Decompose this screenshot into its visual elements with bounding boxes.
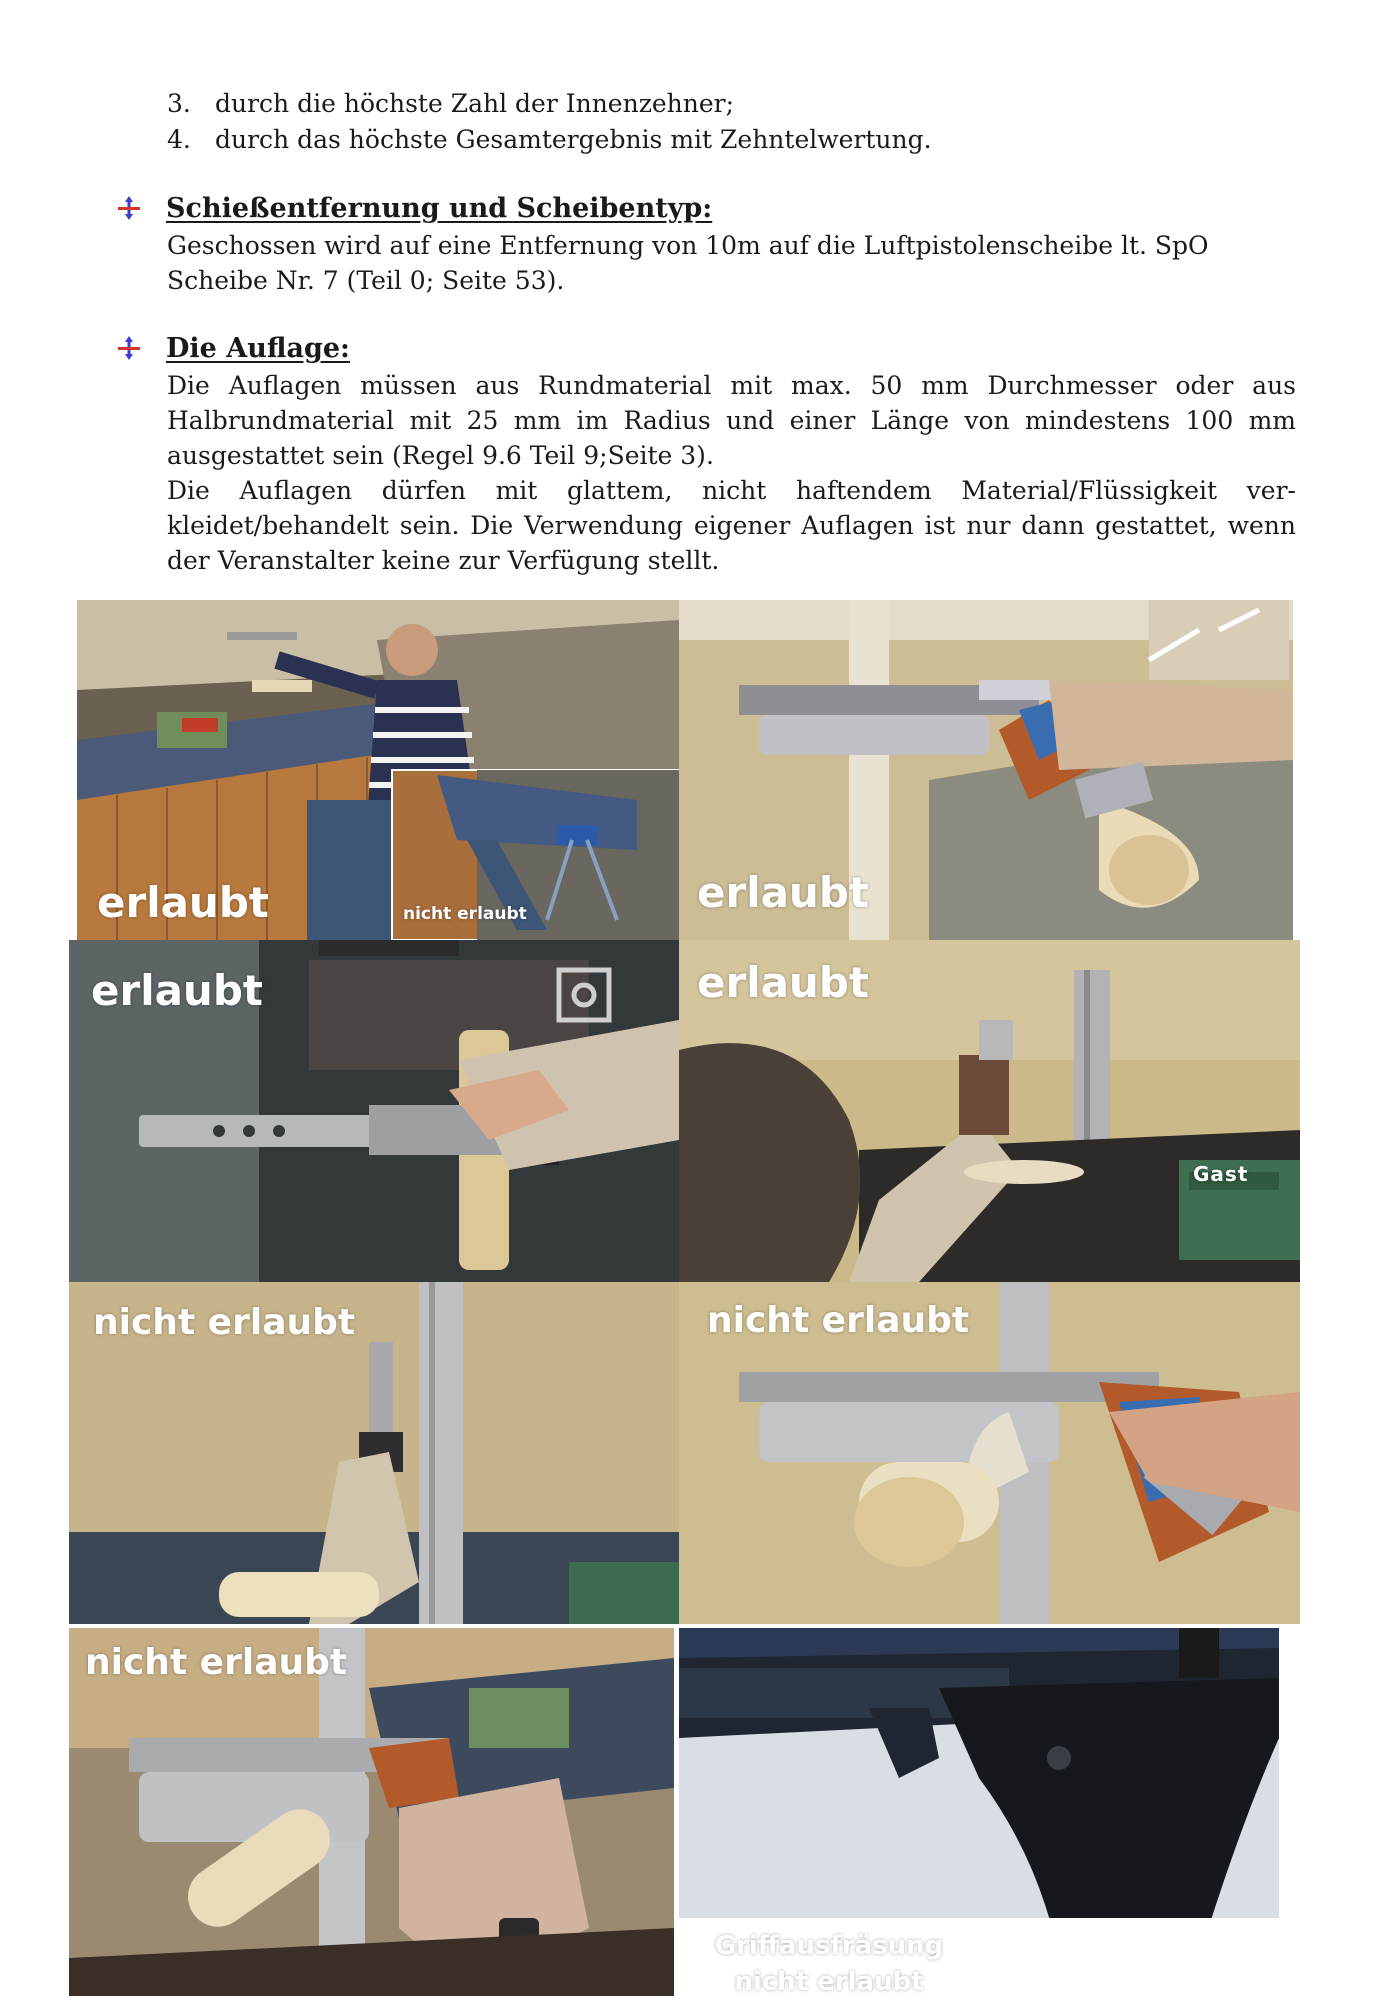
ranking-list <box>167 86 1297 158</box>
grip-caption <box>679 1928 979 1996</box>
section-distance <box>118 190 1296 298</box>
photo-post-with-hands <box>69 1628 674 1996</box>
section-title: Die Auflage: <box>166 333 350 364</box>
photo-grip-closeup <box>679 1628 1279 1996</box>
section-paragraph: Die Auflagen müssen aus Rundmaterial mit max. 50 mm Durchmesser oder aus Halbrundmaterial mit 25 mm im Radius und einer Länge von mindestens 100 mm ausgestattet sein (Regel 9.6 Teil 9;Seite 3). <box>167 371 1296 470</box>
list-number: 4. <box>167 125 191 154</box>
photo-pistol-hand-rest <box>679 600 1293 940</box>
section-rest <box>118 330 1296 578</box>
arrow-bullet-icon <box>118 334 166 364</box>
section-title: Schießentfernung und Scheibentyp: <box>166 193 713 224</box>
photo-caption: nicht erlaubt <box>707 1300 970 1341</box>
photo-caption: erlaubt <box>97 878 269 927</box>
arrow-bullet-icon <box>118 194 166 224</box>
grip-caption-line1: Griffausfräsung <box>714 1931 944 1961</box>
list-item <box>167 86 1297 122</box>
photo-vertical-post <box>69 1282 679 1624</box>
photo-seated-shooter <box>77 600 679 940</box>
photo-caption: erlaubt <box>697 868 869 917</box>
list-text: durch das höchste Gesamtergebnis mit Zehntelwertung. <box>215 125 932 154</box>
section-paragraph: Die Auflagen dürfen mit glattem, nicht haftendem Material/Flüssigkeit ver-kleidet/behandelt sein. Die Verwendung eigener Auflagen ist nur dann gestattet, wenn der Veranstalter keine zur Verfügung stellt. <box>167 476 1296 575</box>
photo-image <box>69 1628 674 1996</box>
photo-top-view-rest <box>69 940 679 1282</box>
photo-caption: nicht erlaubt <box>93 1302 356 1343</box>
photo-inset-caption: nicht erlaubt <box>403 904 527 924</box>
photo-shooter-gast-device <box>679 940 1300 1282</box>
photo-caption: nicht erlaubt <box>85 1642 348 1683</box>
grip-caption-line2: nicht erlaubt <box>734 1967 924 1996</box>
photo-caption: erlaubt <box>697 958 869 1007</box>
device-label: Gast <box>1193 1162 1249 1186</box>
photo-caption: erlaubt <box>91 966 263 1015</box>
photo-pistol-side-rest <box>679 1282 1300 1624</box>
list-number: 3. <box>167 89 191 118</box>
list-item <box>167 122 1297 158</box>
list-text: durch die höchste Zahl der Innenzehner; <box>215 89 735 118</box>
section-text: Geschossen wird auf eine Entfernung von 10m auf die Luftpistolenscheibe lt. SpO Scheibe Nr. 7 (Teil 0; Seite 53). <box>167 231 1209 295</box>
